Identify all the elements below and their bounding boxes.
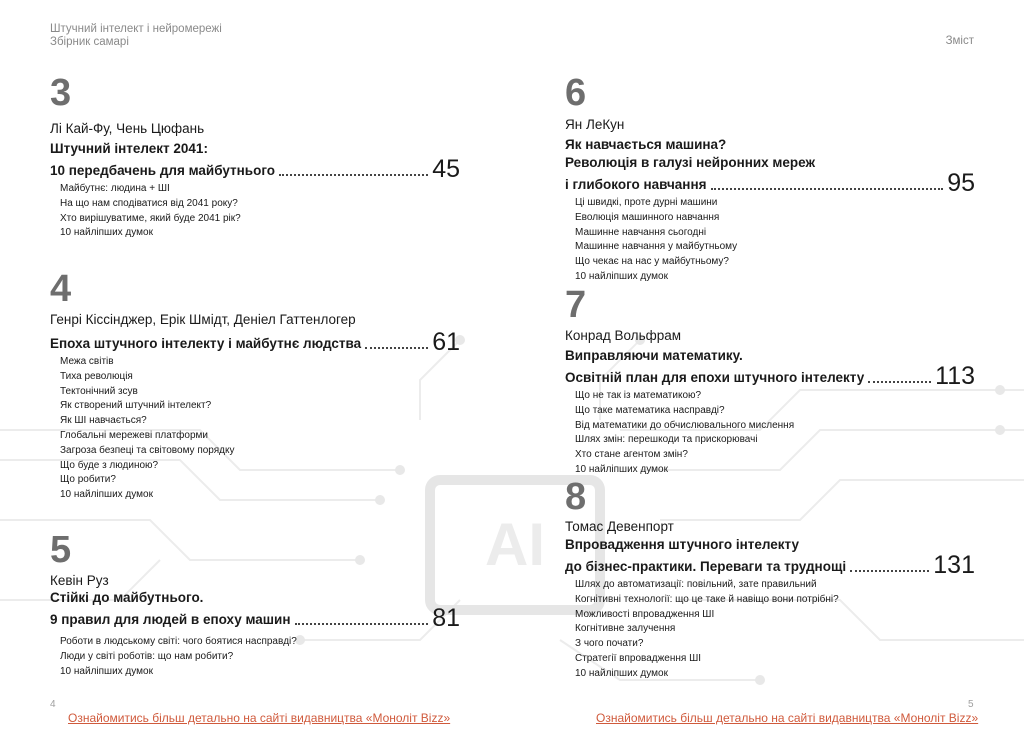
subsection-item: Що робити?	[60, 474, 116, 486]
toc-chapter[interactable]	[50, 270, 460, 503]
chapter-author: Ян ЛеКун	[565, 117, 625, 132]
subsection-item: Майбутнє: людина + ШІ	[60, 183, 170, 194]
subsection-item: Що не так із математикою?	[575, 390, 702, 401]
chapter-title[interactable]	[50, 140, 460, 183]
section-title: Зміст	[945, 35, 974, 47]
subsection-item: Загроза безпеці та світовому порядку	[60, 444, 235, 456]
chapter-title-line: Стійкі до майбутнього.	[50, 590, 204, 605]
subsection-item: Хто стане агентом змін?	[575, 449, 688, 461]
chapter-title[interactable]	[565, 536, 975, 579]
chapter-number: 8	[565, 476, 587, 518]
chapter-title-line: Епоха штучного інтелекту і майбутнє людства	[50, 336, 362, 351]
subsection-item: 10 найліпших думок	[60, 665, 153, 677]
chapter-author: Лі Кай-Фу, Чень Цюфань	[50, 121, 205, 136]
chapter-title-line: Освітній план для епохи штучного інтелекту	[565, 370, 865, 385]
chapter-number: 3	[50, 72, 72, 114]
page-number-left: 4	[50, 699, 56, 710]
dot-leader	[279, 173, 428, 176]
book-subtitle: Збірник самарі	[50, 36, 129, 48]
subsection-item: Що чекає на нас у майбутньому?	[575, 256, 729, 268]
subsection-item: Шлях змін: перешкоди та прискорювачі	[575, 434, 758, 446]
subsection-item: Межа світів	[60, 356, 114, 367]
chapter-title[interactable]	[565, 347, 975, 390]
chapter-title-line: до бізнес-практики. Переваги та труднощі	[565, 559, 847, 574]
dot-leader	[365, 346, 428, 349]
subsection-item: Стратегії впровадження ШІ	[575, 652, 702, 664]
chapter-title-line: 10 передбачень для майбутнього	[50, 163, 276, 178]
chapter-number: 5	[50, 529, 72, 571]
book-header	[50, 23, 222, 49]
chapter-page-number: 45	[432, 155, 460, 183]
chapter-title-line: Революція в галузі нейронних мереж	[565, 155, 816, 170]
subsection-item: Можливості впровадження ШІ	[575, 608, 715, 620]
subsection-item: Хто вирішуватиме, який буде 2041 рік?	[60, 212, 241, 224]
toc-chapter[interactable]	[565, 478, 975, 682]
subsection-item: Тиха революція	[60, 370, 133, 382]
subsection-item: Когнітивне залучення	[575, 623, 676, 635]
chapter-subsections	[565, 196, 975, 285]
chapter-title[interactable]	[565, 136, 975, 197]
subsection-item: На що нам сподіватися від 2041 року?	[60, 197, 238, 209]
subsection-item: 10 найліпших думок	[60, 489, 153, 501]
chapter-author: Кевін Руз	[50, 573, 109, 588]
chapter-title-line: Впровадження штучного інтелекту	[565, 537, 799, 552]
dot-leader	[711, 187, 944, 190]
dot-leader	[868, 380, 931, 383]
publisher-link[interactable]: Ознайомитись більш детально на сайті видавництва «Моноліт Bizz»	[596, 711, 979, 725]
page-number-right: 5	[968, 699, 974, 710]
chapter-author: Конрад Вольфрам	[565, 328, 682, 343]
toc-chapter[interactable]	[50, 531, 460, 679]
chapter-subsections	[50, 355, 460, 503]
dot-leader	[295, 622, 429, 625]
chapter-page-number: 81	[432, 604, 460, 632]
subsection-item: Когнітивні технології: що це таке й навіщо вони потрібні?	[575, 593, 839, 605]
dot-leader	[850, 569, 929, 572]
subsection-item: 10 найліпших думок	[575, 463, 668, 475]
chapter-subsections	[50, 635, 460, 679]
subsection-item: Що таке математика насправді?	[575, 404, 725, 416]
chapter-subsections	[50, 182, 460, 241]
chapter-page-number: 131	[933, 551, 975, 579]
svg-text:AI: AI	[485, 511, 545, 578]
chapter-title[interactable]	[50, 328, 460, 356]
chapter-number: 7	[565, 284, 587, 326]
chapter-subsections	[565, 578, 975, 682]
subsection-item: Тектонічний зсув	[60, 385, 138, 397]
subsection-item: Еволюція машинного навчання	[575, 211, 720, 223]
subsection-item: 10 найліпших думок	[60, 227, 153, 239]
book-title: Штучний інтелект і нейромережі	[50, 23, 222, 35]
chapter-title-line: Як навчається машина?	[565, 137, 727, 152]
chapter-title-line: Штучний інтелект 2041:	[50, 141, 208, 156]
chapter-subsections	[565, 389, 975, 478]
chapter-page-number: 95	[947, 169, 975, 197]
chapter-number: 6	[565, 72, 587, 114]
chapter-number: 4	[50, 268, 72, 310]
subsection-item: Машинне навчання у майбутньому	[575, 241, 738, 253]
chapter-page-number: 61	[432, 328, 460, 356]
subsection-item: 10 найліпших думок	[575, 667, 668, 679]
subsection-item: Шлях до автоматизації: повільний, зате правильний	[575, 579, 817, 590]
publisher-link[interactable]: Ознайомитись більш детально на сайті видавництва «Моноліт Bizz»	[68, 711, 451, 725]
chapter-author: Генрі Кіссінджер, Ерік Шмідт, Деніел Гаттенлогер	[50, 312, 356, 327]
subsection-item: Що буде з людиною?	[60, 459, 159, 471]
subsection-item: Глобальні мережеві платформи	[60, 429, 208, 441]
subsection-item: Як ШІ навчається?	[60, 415, 147, 427]
subsection-item: 10 найліпших думок	[575, 270, 668, 282]
subsection-item: Ці швидкі, проте дурні машини	[575, 197, 718, 208]
chapter-page-number: 113	[935, 362, 975, 390]
chapter-title[interactable]	[50, 589, 460, 632]
subsection-item: Як створений штучний інтелект?	[60, 400, 212, 412]
toc-chapter[interactable]	[565, 286, 975, 478]
chapter-author: Томас Девенпорт	[565, 519, 674, 534]
subsection-item: Люди у світі роботів: що нам робити?	[60, 650, 234, 662]
chapter-title-line: 9 правил для людей в епоху машин	[50, 612, 291, 627]
toc-chapter[interactable]	[50, 74, 460, 241]
subsection-item: Від математики до обчислювального мислення	[575, 419, 795, 431]
subsection-item: Роботи в людському світі: чого боятися насправді?	[60, 636, 297, 647]
chapter-title-line: Виправляючи математику.	[565, 348, 743, 363]
subsection-item: Машинне навчання сьогодні	[575, 226, 707, 238]
toc-chapter[interactable]	[565, 74, 975, 285]
chapter-title-line: і глибокого навчання	[565, 177, 707, 192]
subsection-item: З чого почати?	[575, 638, 644, 650]
